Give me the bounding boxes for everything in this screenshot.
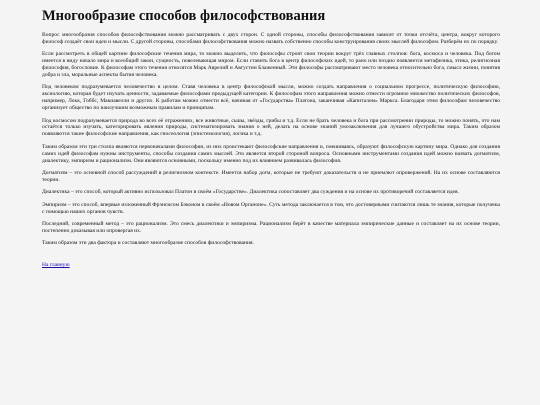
- paragraph-intro: Вопрос многообразия способов философствования можно рассматривать с двух сторон. С одной стороны, способы философствования зависят от точки отсчёта, центра, вокруг которого философ создаёт свои идеи и мысли. С другой стороны, способами философствования можно назвать собственно способы конструирования своих мыслей философом. Разберём их по порядку.: [42, 32, 500, 45]
- paragraph-pillars: Если рассмотреть в общей картине философские течения мира, то можно выделить, что философы строят свои теории вокруг трёх главных столпов: бога, космоса и человека. Под богом имеется в виду начало мира и всеобщий закон, сущность, повелевающая миром. Если ставить бога в центр философских идей, то рано или поздно появляется метафизика, этика, религиозная философия, богословие. К философам этого течения относятся Марк Аврелий и Августин Блаженный. Эти философы рассматривают место человека относительно бога, смысл жизни, понятия добра и зла, моральные аспекты бытия человека.: [42, 51, 500, 79]
- paragraph-dialectics: Диалектика – это способ, который активно использовал Платон в своём «Государстве». Диалектика сопоставляет два суждения и на основе их противоречий составляется идея.: [42, 189, 459, 196]
- paragraph-dogmatism: Догматизм – это основной способ рассуждений в религиозном контексте. Имеется набор догм, которые не требуют доказательств и не приемлют опровержений. На их основе составляются теории.: [42, 170, 500, 183]
- paragraph-man: Под человеком подразумевается человечество в целом. Ставя человека в центр философской мысли, можно создать направления о социальном прогрессе, политическую философию, аксиологию, которая будет изучать ценности, задаваемые философами предыдущей категории. К философам этого направления можно отнести огромное множество политических философов, например, Локк, Гоббс, Макиавелли и других. К работам можно отнести всё, начиная от «Государства» Платона, заканчивая «Капиталом» Маркса. Благодаря этим философам человечество организует общество по наилучшим возможным правилам и принципам.: [42, 84, 500, 112]
- paragraph-tools: Таким образом эти три столпа являются первоначалами философии, из них проистекают философские направления и, смешиваясь, образуют философскую картину мира. Однако для создания самих идей философам нужны инструменты, способы создания самих мыслей. Это является второй стороной вопроса. Основными инструментами создания идей можно назвать догматизм, диалектику, эмпиризм и рационализм. Они являются основными, поскольку именно под их влиянием развивалась философия.: [42, 143, 500, 164]
- paragraph-rationalism: Последний, современный метод – это рационализм. Это смесь диалектики и эмпиризма. Рационализм берёт в качестве материала эмпирические данные и составляет на их основе теории, постепенно доказывая или опровергая их.: [42, 221, 500, 234]
- home-link[interactable]: На главную: [42, 261, 70, 268]
- paragraph-conclusion: Таким образом эти два фактора и составляют многообразие способов философствования.: [42, 240, 254, 247]
- paragraph-empiricism: Эмпиризм – это способ, впервые изложенный Фрэнсисом Бэконом в своём «Новом Органоне». Суть метода заключается в том, что достоверными считаются лишь те знания, которые получены с помощью наших органов чувств.: [42, 201, 500, 215]
- page-title: Многообразие способов философствования: [42, 8, 326, 24]
- paragraph-cosmos: Под космосом подразумевается природа во всех её отражениях, все животные, сьшы, звёзды, грибы и т.д. Если не брать человека и бога при рассмотрении природы, то можно понять, что нам остаётся только изучать, категорировать явления природы, систематизировать знания о ней, делать на основе знаний умозаключения для лучшего обустройства мира. Таким образом появляются такие философские направления, как гносеология (эпистемология), логика и т.д.: [42, 117, 500, 138]
